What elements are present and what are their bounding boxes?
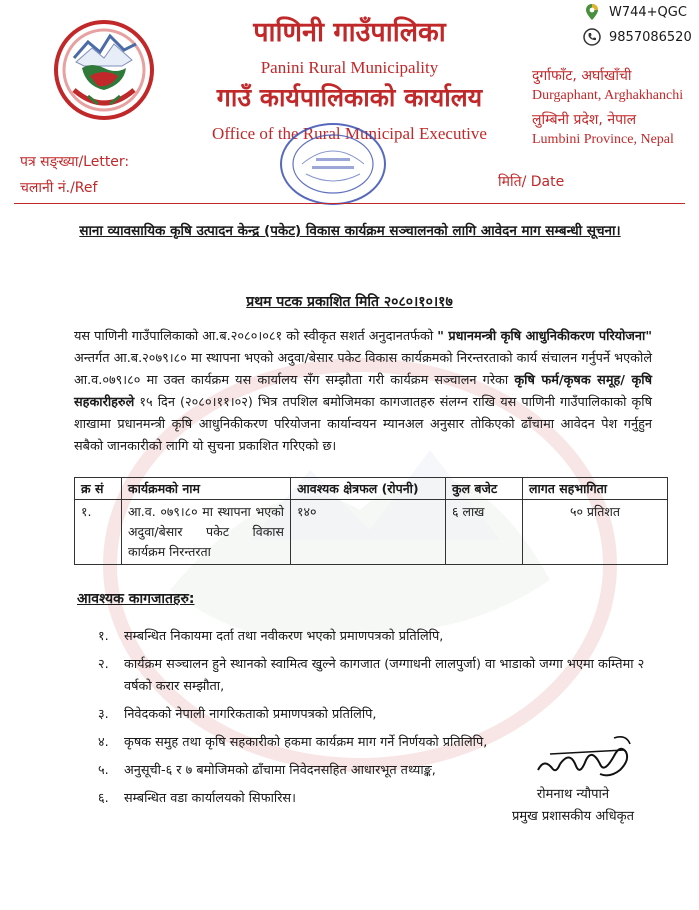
list-item-number: २. bbox=[98, 657, 109, 672]
eligible-applicants: कृषि फर्म/कृषक समूह/ कृषि सहकारीहरुले bbox=[74, 373, 652, 410]
address-line-en: Durgaphant, Arghakhanchi bbox=[532, 88, 684, 103]
list-item-number: १. bbox=[98, 629, 109, 644]
publish-date: प्रथम पटक प्रकाशित मिति २०८०।१०।१७ bbox=[246, 294, 453, 310]
header-serial: क्र सं bbox=[75, 478, 122, 500]
header-cost-sharing: लागत सहभागिता bbox=[523, 478, 668, 500]
office-seal-stamp bbox=[272, 118, 394, 210]
cell-cost-sharing: ५० प्रतिशत bbox=[523, 500, 668, 565]
ref-number-label: चलानी नं./Ref bbox=[20, 180, 98, 196]
project-name: " प्रधानमन्त्री कृषि आधुनिकीकरण परियोजना" bbox=[437, 329, 652, 344]
date-label: मिति/ Date bbox=[498, 174, 565, 190]
intro-text-3: १५ दिन (२०८०।११।०२) भित्र तपशिल बमोजिमका कागजातहरु संलग्न राखि यस पाणिनी गाउँपालिकाको कृषि शाखामा प्रधानमन्त्री कृषि आधुनिकीकरण परियोजना कार्यान्वयन म्यानअल अनुसार तोकिएको ढाँचामा आवेदन पेश गर्नुहुन सबैको जानकारीको लागि यो सुचना प्रकाशित गरिएको छ। bbox=[74, 395, 652, 454]
signatory-title: प्रमुख प्रशासकीय अधिकृत bbox=[511, 809, 635, 824]
plus-code: W744+QGC bbox=[609, 4, 687, 20]
table-header-row bbox=[75, 478, 668, 500]
list-item-number: ६. bbox=[98, 791, 109, 806]
handwritten-signature bbox=[530, 730, 640, 788]
list-item bbox=[98, 626, 668, 648]
signatory-name: रोमनाथ न्यौपाने bbox=[536, 787, 610, 802]
plus-code-contact bbox=[583, 3, 687, 21]
phone-icon bbox=[583, 28, 601, 46]
cell-serial: १. bbox=[75, 500, 122, 565]
office-name-np: गाउँ कार्यपालिकाको कार्यालय bbox=[216, 83, 483, 112]
cell-program-name: आ.व. ०७९।८० मा स्थापना भएको अदुवा/बेसार पकेट विकास कार्यक्रम निरन्तरता bbox=[122, 500, 291, 565]
phone-number: 9857086520 bbox=[609, 29, 692, 45]
header-area: आवश्यक क्षेत्रफल (रोपनी) bbox=[291, 478, 446, 500]
location-pin-icon bbox=[583, 3, 601, 21]
program-table bbox=[74, 477, 668, 565]
list-item bbox=[98, 654, 668, 698]
municipality-name-en: Panini Rural Municipality bbox=[260, 58, 439, 77]
address-line-np: दुर्गाफाँट, अर्घाखाँची bbox=[532, 68, 632, 84]
intro-text-2: अन्तर्गत आ.ब.२०७९।८० मा स्थापना भएको अदुवा/बेसार पकेट विकास कार्यक्रमको निरन्तरताको कार्य संचालन गर्नुपर्ने भएकोले आ.व.०७९।८० मा उक्त कार्यक्रम यस कार्यालय सँग सम्झौता गरी कार्यक्रम सञ्चालन गरेका bbox=[74, 351, 652, 388]
table-row bbox=[75, 500, 668, 565]
list-item-text: कार्यक्रम सञ्चालन हुने स्थानको स्वामित्व खुल्ने कागजात (जग्गाधनी लालपुर्जा) वा भाडाको जग्गा भएमा कम्तिमा २ वर्षको करार सम्झौता, bbox=[124, 657, 645, 694]
cell-area: १४० bbox=[291, 500, 446, 565]
list-item-text: सम्बन्धित निकायमा दर्ता तथा नवीकरण भएको प्रमाणपत्रको प्रतिलिपि, bbox=[124, 629, 444, 644]
list-item-text: अनुसूची-६ र ७ बमोजिमको ढाँचामा निवेदनसहित आधारभूत तथ्याङ्क, bbox=[124, 763, 436, 778]
list-item-number: ५. bbox=[98, 763, 109, 778]
phone-contact bbox=[583, 28, 692, 46]
list-item-text: कृषक समुह तथा कृषि सहकारीको हकमा कार्यक्रम माग गर्ने निर्णयको प्रतिलिपि, bbox=[124, 735, 488, 750]
province-line-np: लुम्बिनी प्रदेश, नेपाल bbox=[532, 112, 637, 128]
header-divider bbox=[14, 203, 685, 204]
list-item-text: निवेदकको नेपाली नागरिकताको प्रमाणपत्रको प्रतिलिपि, bbox=[124, 707, 377, 722]
office-name-en: Office of the Rural Municipal Executive bbox=[212, 124, 487, 143]
municipality-name-np: पाणिनी गाउँपालिका bbox=[253, 17, 446, 48]
letter-number-label: पत्र सङ्ख्या/Letter: bbox=[20, 154, 130, 170]
cell-budget: ६ लाख bbox=[446, 500, 523, 565]
province-line-en: Lumbini Province, Nepal bbox=[532, 132, 674, 147]
header-budget: कुल बजेट bbox=[446, 478, 523, 500]
intro-text-1: यस पाणिनी गाउँपालिकाको आ.ब.२०८०।०८१ को स्वीकृत सशर्त अनुदानतर्फको bbox=[74, 329, 438, 344]
header-program-name: कार्यक्रमको नाम bbox=[122, 478, 291, 500]
required-documents-heading: आवश्यक कागजातहरु: bbox=[77, 591, 195, 607]
notice-subject: साना व्यावसायिक कृषि उत्पादन केन्द्र (पकेट) विकास कार्यक्रम सञ्चालनको लागि आवेदन माग सम्बन्धी सूचना। bbox=[79, 223, 621, 239]
list-item bbox=[98, 704, 668, 726]
list-item-text: सम्बन्धित वडा कार्यालयको सिफारिस। bbox=[124, 791, 296, 806]
notice-body-paragraph bbox=[74, 326, 652, 458]
list-item-number: ४. bbox=[98, 735, 109, 750]
list-item-number: ३. bbox=[98, 707, 109, 722]
